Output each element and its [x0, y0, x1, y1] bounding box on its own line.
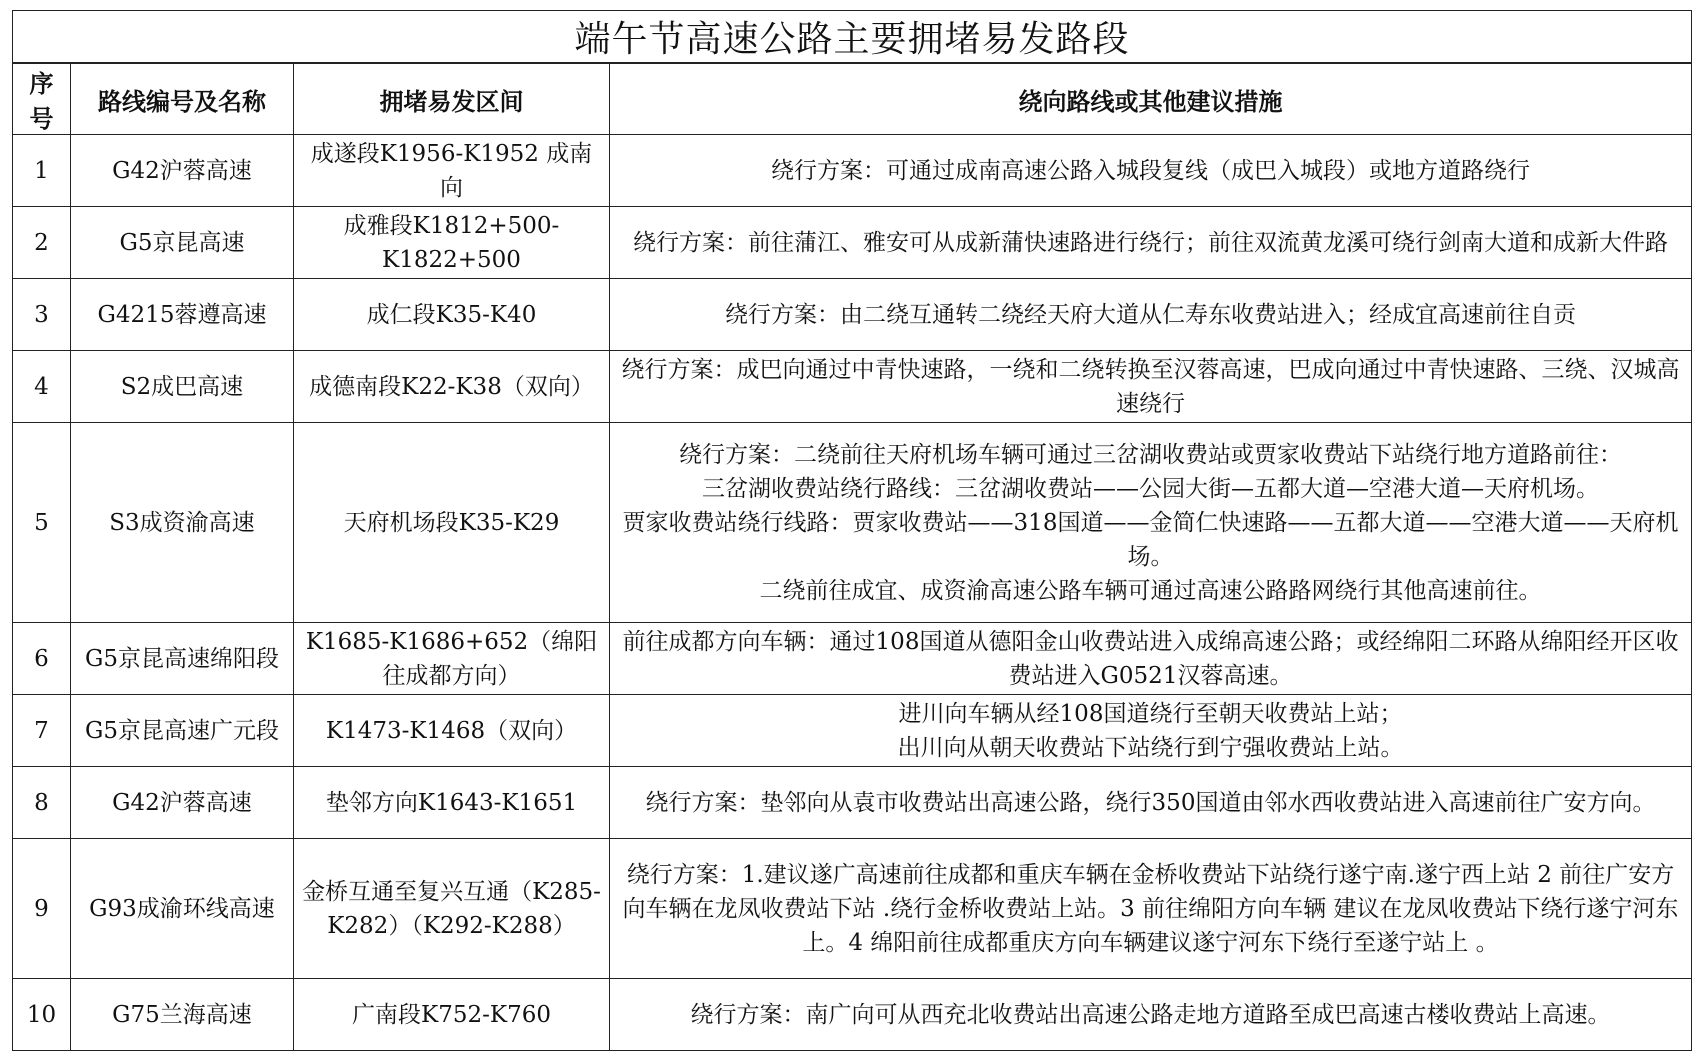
- congestion-table: [12, 10, 1692, 1051]
- measure-line: 贾家收费站绕行线路：贾家收费站——318国道——金简仁快速路——五都大道——空港大道——天府机场。: [622, 509, 1679, 570]
- measure-line: 三岔湖收费站绕行路线：三岔湖收费站——公园大街—五都大道—空港大道—天府机场。: [702, 475, 1599, 502]
- row-route: G5京昆高速广元段: [71, 695, 294, 767]
- row-route: G5京昆高速绵阳段: [71, 623, 294, 695]
- measure-line: 绕行方案：可通过成南高速公路入城段复线（成巴入城段）或地方道路绕行: [771, 157, 1530, 184]
- measure-line: 进川向车辆从经108国道绕行至朝天收费站上站；: [898, 700, 1403, 727]
- measure-line: 前往成都方向车辆：通过108国道从德阳金山收费站进入成绵高速公路；或经绵阳二环路从绵阳经开区收费站进入G0521汉蓉高速。: [622, 628, 1679, 689]
- row-section: K1473-K1468（双向）: [294, 695, 610, 767]
- measure-line: 出川向从朝天收费站下站绕行到宁强收费站上站。: [897, 734, 1404, 761]
- row-section: 成雅段K1812+500-K1822+500: [294, 207, 610, 279]
- row-no: 2: [13, 207, 71, 279]
- row-section: 成仁段K35-K40: [294, 279, 610, 351]
- sheet: [12, 10, 1692, 1051]
- row-section: 成遂段K1956-K1952 成南向: [294, 135, 610, 207]
- header-route: 路线编号及名称: [71, 63, 294, 135]
- row-measure: [610, 839, 1692, 979]
- row-no: 6: [13, 623, 71, 695]
- row-no: 4: [13, 351, 71, 423]
- row-no: 8: [13, 767, 71, 839]
- row-route: S3成资渝高速: [71, 423, 294, 623]
- table-row: [13, 279, 1692, 351]
- row-no: 1: [13, 135, 71, 207]
- row-measure: [610, 623, 1692, 695]
- row-route: G42沪蓉高速: [71, 135, 294, 207]
- row-measure: [610, 423, 1692, 623]
- header-no: 序号: [13, 63, 71, 135]
- row-section: 广南段K752-K760: [294, 979, 610, 1051]
- row-measure: [610, 135, 1692, 207]
- header-section: 拥堵易发区间: [294, 63, 610, 135]
- row-section: 天府机场段K35-K29: [294, 423, 610, 623]
- row-no: 3: [13, 279, 71, 351]
- row-measure: [610, 279, 1692, 351]
- measure-line: 绕行方案：前往蒲江、雅安可从成新蒲快速路进行绕行；前往双流黄龙溪可绕行剑南大道和成新大件路: [633, 229, 1668, 256]
- row-measure: [610, 979, 1692, 1051]
- row-section: 金桥互通至复兴互通（K285-K282）（K292-K288）: [294, 839, 610, 979]
- row-measure: [610, 695, 1692, 767]
- row-route: G42沪蓉高速: [71, 767, 294, 839]
- row-measure: [610, 207, 1692, 279]
- row-section: 垫邻方向K1643-K1651: [294, 767, 610, 839]
- row-measure: [610, 351, 1692, 423]
- table-row: [13, 839, 1692, 979]
- measure-line: 绕行方案：垫邻向从袁市收费站出高速公路，绕行350国道由邻水西收费站进入高速前往广安方向。: [645, 789, 1656, 816]
- row-no: 7: [13, 695, 71, 767]
- table-row: [13, 623, 1692, 695]
- header-measure: 绕向路线或其他建议措施: [610, 63, 1692, 135]
- row-route: G75兰海高速: [71, 979, 294, 1051]
- row-section: 成德南段K22-K38（双向）: [294, 351, 610, 423]
- measure-line: 绕行方案：由二绕互通转二绕经天府大道从仁寿东收费站进入；经成宜高速前往自贡: [725, 301, 1576, 328]
- table-row: [13, 423, 1692, 623]
- table-row: [13, 979, 1692, 1051]
- measure-line: 绕行方案：1.建议遂广高速前往成都和重庆车辆在金桥收费站下站绕行遂宁南.遂宁西上站 2 前往广安方向车辆在龙凤收费站下站 .绕行金桥收费站上站。3 前往绵阳方向车辆 建议在龙凤收费站下绕行遂宁河东上。4 绵阳前往成都重庆方向车辆建议遂宁河东下绕行至遂宁站上 。: [622, 861, 1679, 956]
- measure-line: 绕行方案：南广向可从西充北收费站出高速公路走地方道路至成巴高速古楼收费站上高速。: [690, 1001, 1611, 1028]
- header-row: [13, 63, 1692, 135]
- measure-line: 绕行方案：成巴向通过中青快速路，一绕和二绕转换至汉蓉高速，巴成向通过中青快速路、三绕、汉城高速绕行: [621, 356, 1680, 417]
- row-measure: [610, 767, 1692, 839]
- table-row: [13, 767, 1692, 839]
- row-no: 10: [13, 979, 71, 1051]
- table-row: [13, 351, 1692, 423]
- table-row: [13, 135, 1692, 207]
- row-no: 5: [13, 423, 71, 623]
- table-row: [13, 695, 1692, 767]
- table-row: [13, 207, 1692, 279]
- table-title: 端午节高速公路主要拥堵易发路段: [13, 11, 1692, 64]
- row-no: 9: [13, 839, 71, 979]
- measure-line: 二绕前往成宜、成资渝高速公路车辆可通过高速公路路网绕行其他高速前往。: [759, 577, 1542, 604]
- row-route: S2成巴高速: [71, 351, 294, 423]
- row-section: K1685-K1686+652（绵阳往成都方向）: [294, 623, 610, 695]
- row-route: G5京昆高速: [71, 207, 294, 279]
- row-route: G4215蓉遵高速: [71, 279, 294, 351]
- row-route: G93成渝环线高速: [71, 839, 294, 979]
- measure-line: 绕行方案：二绕前往天府机场车辆可通过三岔湖收费站或贾家收费站下站绕行地方道路前往：: [679, 441, 1622, 468]
